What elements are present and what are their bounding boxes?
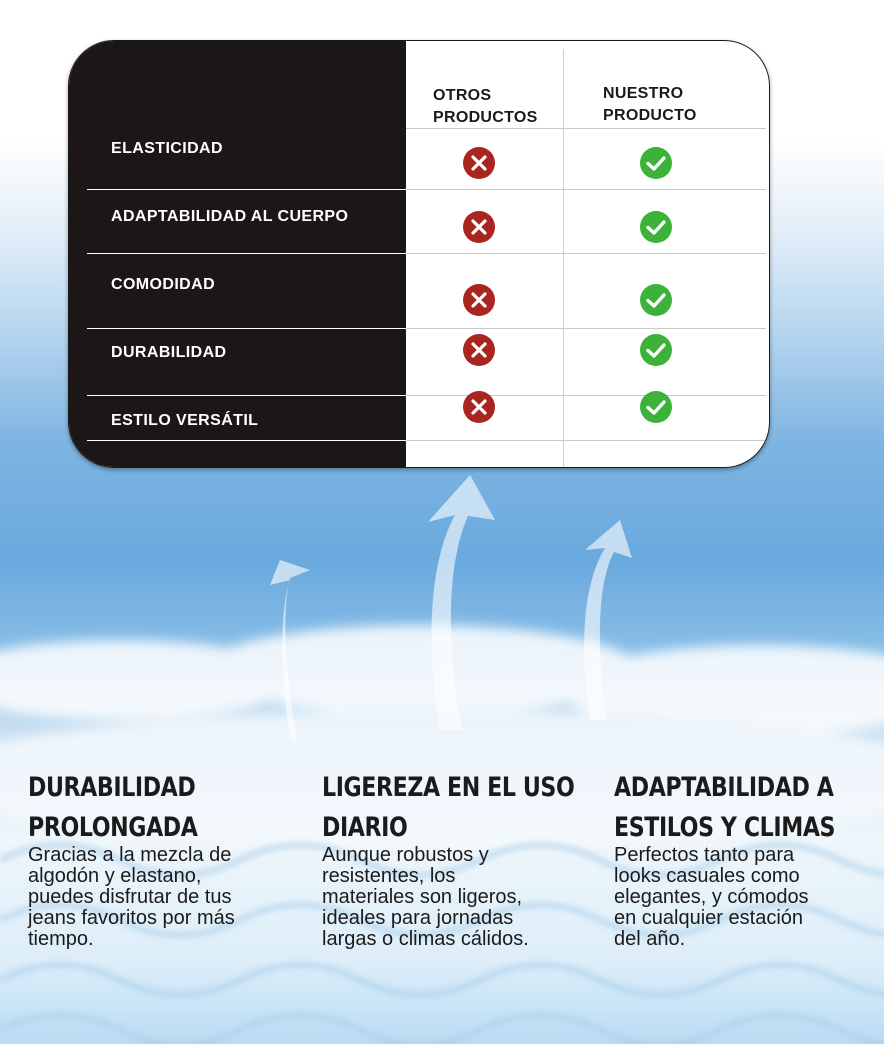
row-divider <box>406 253 766 254</box>
row-divider <box>87 253 406 254</box>
row-divider <box>87 395 406 396</box>
feature-body-line: en cualquier estación <box>614 907 804 929</box>
feature-body-line: del año. <box>614 928 686 950</box>
cross-icon <box>462 333 496 367</box>
feature-body-line: Perfectos tanto para <box>614 844 795 866</box>
airflow-arrows <box>0 470 884 750</box>
feature-title: DURABILIDAD <box>28 772 196 803</box>
feature-body-line: puedes disfrutar de tus <box>28 886 232 908</box>
header-divider <box>406 128 766 129</box>
feature-durabilidad <box>28 768 288 950</box>
cross-icon <box>462 146 496 180</box>
feature-title: ESTILOS Y CLIMAS <box>614 812 836 843</box>
check-icon <box>639 210 673 244</box>
feature-label-column <box>69 41 406 467</box>
feature-title: LIGEREZA EN EL USO <box>322 772 575 803</box>
row-label-elasticidad: ELASTICIDAD <box>111 140 223 157</box>
column-header-ours: NUESTRO PRODUCTO <box>603 85 697 124</box>
row-divider <box>406 328 766 329</box>
column-header-other: OTROS PRODUCTOS <box>433 87 538 126</box>
row-divider <box>406 395 766 396</box>
feature-adaptabilidad <box>614 768 874 950</box>
feature-title: PROLONGADA <box>28 812 198 843</box>
cross-icon <box>462 283 496 317</box>
feature-body <box>614 845 874 950</box>
row-divider <box>87 189 406 190</box>
feature-body-line: elegantes, y cómodos <box>614 886 809 908</box>
feature-body <box>28 845 288 950</box>
check-icon <box>639 333 673 367</box>
row-label-adaptabilidad: ADAPTABILIDAD AL CUERPO <box>111 208 349 225</box>
check-icon <box>639 283 673 317</box>
row-label-estilo: ESTILO VERSÁTIL <box>111 412 259 429</box>
comparison-table <box>68 40 770 468</box>
feature-body-line: Gracias a la mezcla de <box>28 844 232 866</box>
cross-icon <box>462 210 496 244</box>
feature-title: ADAPTABILIDAD A <box>614 772 834 803</box>
feature-body-line: Aunque robustos y <box>322 844 489 866</box>
arrow-up-icon <box>428 475 495 730</box>
feature-title: DIARIO <box>322 812 408 843</box>
row-divider <box>406 189 766 190</box>
row-label-comodidad: COMODIDAD <box>111 276 216 293</box>
cross-icon <box>462 390 496 424</box>
feature-body-line: largas o climas cálidos. <box>322 928 529 950</box>
row-divider <box>87 440 406 441</box>
feature-body-line: algodón y elastano, <box>28 865 202 887</box>
arrow-up-icon <box>270 560 310 740</box>
feature-body-line: materiales son ligeros, <box>322 886 523 908</box>
feature-ligereza <box>322 768 582 950</box>
row-divider <box>87 328 406 329</box>
check-icon <box>639 146 673 180</box>
row-label-durabilidad: DURABILIDAD <box>111 344 227 361</box>
feature-body-line: ideales para jornadas <box>322 907 514 929</box>
feature-body-line: jeans favoritos por más <box>28 907 235 929</box>
feature-body <box>322 845 582 950</box>
check-icon <box>639 390 673 424</box>
feature-body-line: looks casuales como <box>614 865 800 887</box>
feature-body-line: resistentes, los <box>322 865 456 887</box>
feature-body-line: tiempo. <box>28 928 94 950</box>
row-divider <box>406 440 766 441</box>
arrow-up-icon <box>584 520 632 720</box>
